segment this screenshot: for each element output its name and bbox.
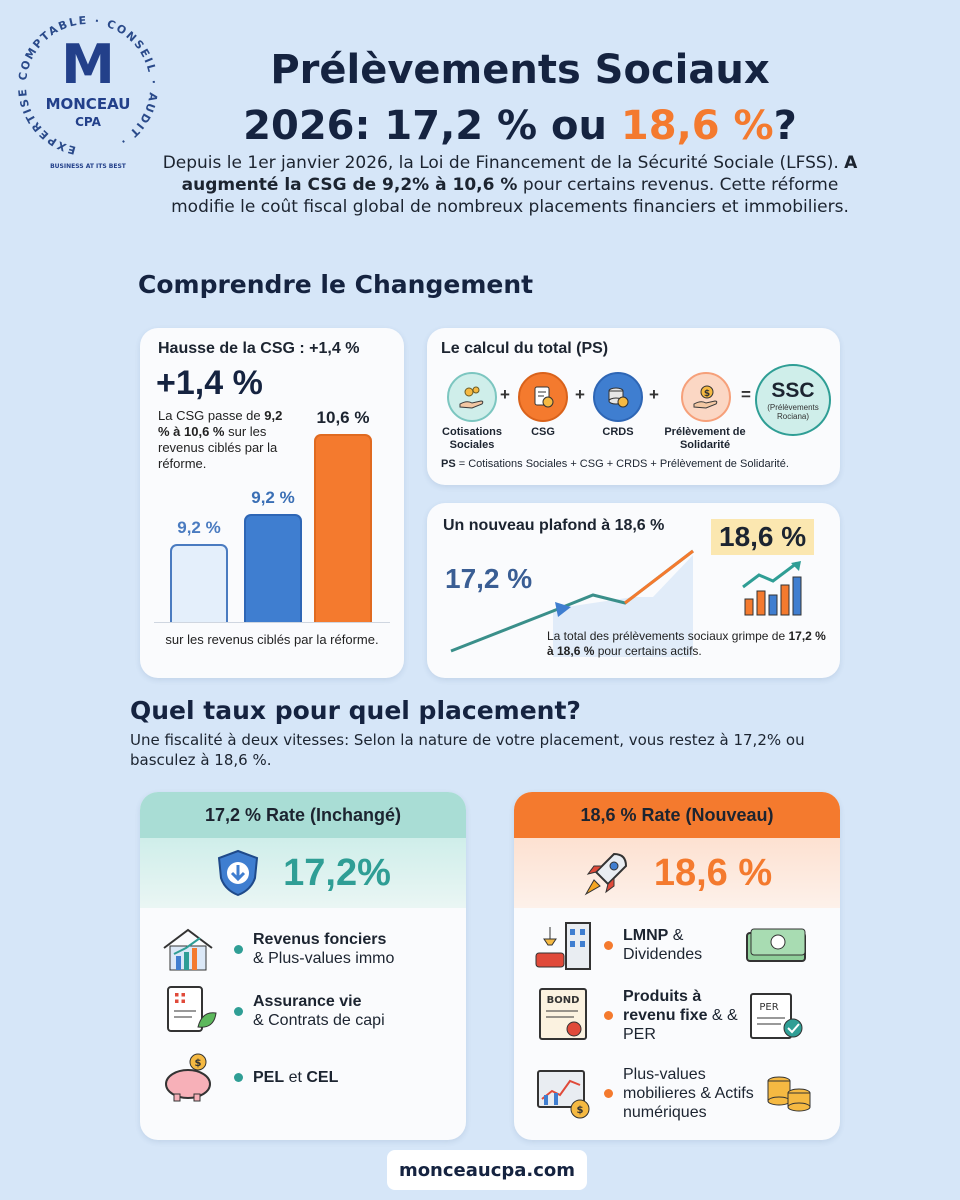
rate-big-value: 17,2% [283, 851, 391, 894]
chart-baseline [154, 622, 390, 623]
logo-ring-text: EXPERTISE COMPTABLE · CONSEIL · AUDIT · [15, 13, 161, 157]
stock-chart-icon [534, 1065, 596, 1121]
intro-bold: A augmenté la CSG de 9,2% à 10,6 % [181, 153, 858, 195]
ps-formula [441, 458, 789, 471]
csg-bar [244, 514, 302, 622]
page-title-line1: Prélèvements Sociaux [270, 47, 770, 93]
bullet-dot [234, 1073, 243, 1082]
ps-label-crds: CRDS [602, 426, 634, 438]
plafond-desc-bold: 17,2 % à 18,6 % [547, 629, 826, 658]
intro-part2: pour certains revenus. Cette réforme modifie le coût fiscal global de nombreux placements financiers et immobiliers. [171, 175, 849, 217]
ps-item-csg [518, 372, 568, 439]
plafond-description [547, 629, 831, 659]
bullet-dot [234, 1007, 243, 1016]
bullet-dot [604, 941, 613, 950]
coins-icon [763, 1071, 813, 1115]
item-bold: Produits à revenu fixe [623, 987, 708, 1024]
item-bold: Revenus fonciers [253, 931, 387, 948]
ps-item-solidarite [659, 372, 751, 452]
title-highlight: 18,6 % [620, 103, 774, 149]
ps-item-crds [593, 372, 643, 439]
csg-bar [314, 434, 372, 622]
item-text [253, 930, 394, 968]
rate-card-new [514, 792, 840, 1140]
section-title-changement: Comprendre le Changement [138, 270, 534, 299]
item-rest: & Plus-values immo [253, 950, 395, 967]
item-text [623, 987, 743, 1044]
csg-bar-label: 9,2 % [177, 518, 221, 537]
ssc-result-circle [755, 364, 831, 436]
intro-part1: Depuis le 1er janvier 2026, la Loi de Financement de la Sécurité Sociale (LFSS). [162, 153, 845, 173]
svg-text:$: $ [576, 1105, 584, 1116]
item-text [253, 1068, 338, 1087]
rate-card-unchanged [140, 792, 466, 1140]
rate-card-hero [514, 838, 840, 908]
list-item [534, 976, 834, 1054]
csg-big-value: +1,4 % [156, 364, 263, 402]
bullet-dot [234, 945, 243, 954]
rate-card-header: 18,6 % Rate (Nouveau) [514, 792, 840, 838]
rate-item-list [534, 914, 834, 1132]
equals-sign: = [741, 385, 751, 404]
csg-desc-part2: sur les revenus ciblés par la réforme. [158, 424, 278, 471]
rate-big-value: 18,6 % [653, 851, 773, 894]
logo-tagline: BUSINESS AT ITS BEST [50, 163, 126, 170]
per-label: PER [759, 1002, 779, 1013]
csg-caption: sur les revenus ciblés par la réforme. [165, 632, 379, 647]
plus-sign: + [575, 385, 585, 404]
plafond-desc-part2: pour certains actifs. [594, 644, 702, 658]
ps-item-cotisations [441, 372, 503, 452]
item-text [253, 992, 385, 1030]
logo-name: MONCEAU [45, 95, 131, 113]
per-document-icon [743, 988, 809, 1042]
item-text: Plus-values mobilieres & Actifs numériques [623, 1065, 754, 1121]
csg-card [140, 328, 404, 678]
shield-down-icon [215, 848, 261, 898]
section-description-placement: Une fiscalité à deux vitesses: Selon la nature de votre placement, vous restez à 17,2% ou basculez à 18,6 %. [130, 731, 805, 769]
rate-item-list [160, 920, 456, 1110]
rate-card-header: 17,2 % Rate (Inchangé) [140, 792, 466, 838]
hand-coins-icon [447, 372, 497, 422]
ssc-subtitle: (Prélèvements Rociana) [767, 403, 819, 421]
ps-heading: Le calcul du total (PS) [441, 340, 609, 357]
item-rest: & Dividendes [623, 927, 703, 963]
ps-formula-bold: PS [441, 458, 456, 470]
item-bold: PEL [253, 1068, 285, 1086]
section-title-placement: Quel taux pour quel placement? [130, 696, 581, 725]
insurance-document-icon [160, 983, 220, 1039]
plafond-heading: Un nouveau plafond à 18,6 % [443, 517, 665, 534]
list-item [160, 978, 456, 1044]
bullet-dot [604, 1089, 613, 1098]
logo-sub: CPA [75, 115, 101, 129]
svg-text:$: $ [194, 1058, 202, 1069]
plafond-card [427, 503, 840, 678]
list-item [160, 920, 456, 978]
list-item [534, 914, 834, 976]
item-rest: et [284, 1068, 307, 1086]
bond-label: BOND [546, 995, 580, 1006]
plus-sign: + [649, 385, 659, 404]
csg-heading: Hausse de la CSG : +1,4 % [158, 340, 360, 357]
list-item [160, 1044, 456, 1110]
csg-desc-part1: La CSG passe de [158, 408, 265, 423]
ps-label-csg: CSG [531, 426, 555, 438]
csg-bar [170, 544, 228, 622]
svg-text:$: $ [703, 389, 711, 399]
document-coin-icon [518, 372, 568, 422]
rate-card-hero [140, 838, 466, 908]
coin-stack-icon [593, 372, 643, 422]
website-link[interactable]: monceaucpa.com [387, 1150, 587, 1190]
house-chart-icon [160, 924, 220, 974]
item-rest: & & PER [623, 1006, 738, 1043]
plafond-old-value: 17,2 % [445, 563, 533, 594]
piggy-bank-icon [160, 1052, 220, 1102]
plafond-desc-part1: La total des prélèvements sociaux grimpe de [547, 629, 789, 643]
csg-desc-bold: 9,2 % à 10,6 % [158, 408, 283, 439]
bond-certificate-icon [534, 985, 596, 1045]
title-prefix: 2026: 17,2 % ou [243, 103, 621, 149]
plafond-new-value: 18,6 % [711, 519, 814, 555]
logo-letter: M [61, 33, 115, 96]
list-item [534, 1054, 834, 1132]
bullet-dot [604, 1011, 613, 1020]
item-bold: Assurance vie [253, 993, 362, 1010]
title-suffix: ? [773, 103, 797, 149]
growth-bars-icon [739, 559, 809, 617]
banknotes-icon [743, 925, 809, 965]
plus-sign: + [500, 385, 510, 404]
ssc-title: SSC [771, 379, 815, 402]
item-text [623, 926, 743, 964]
csg-bar-label: 10,6 % [316, 408, 370, 427]
rocket-icon [582, 848, 632, 898]
ps-label-solidarite: Prélèvement de Solidarité [664, 426, 746, 451]
building-sofa-icon [534, 919, 596, 971]
ps-label-cotisations: Cotisations Sociales [442, 426, 502, 451]
csg-bar-chart [140, 328, 404, 628]
item-bold2: CEL [306, 1068, 339, 1086]
intro-text [150, 152, 870, 218]
ps-formula-rest: = Cotisations Sociales + CSG + CRDS + Prélèvement de Solidarité. [455, 458, 789, 470]
ps-card [427, 328, 840, 485]
item-rest: & Contrats de capi [253, 1012, 385, 1029]
logo [8, 8, 168, 173]
csg-bar-label: 9,2 % [251, 488, 295, 507]
hand-dollar-icon [681, 372, 731, 422]
page-title-line2 [170, 100, 870, 152]
item-bold: LMNP [623, 927, 669, 944]
